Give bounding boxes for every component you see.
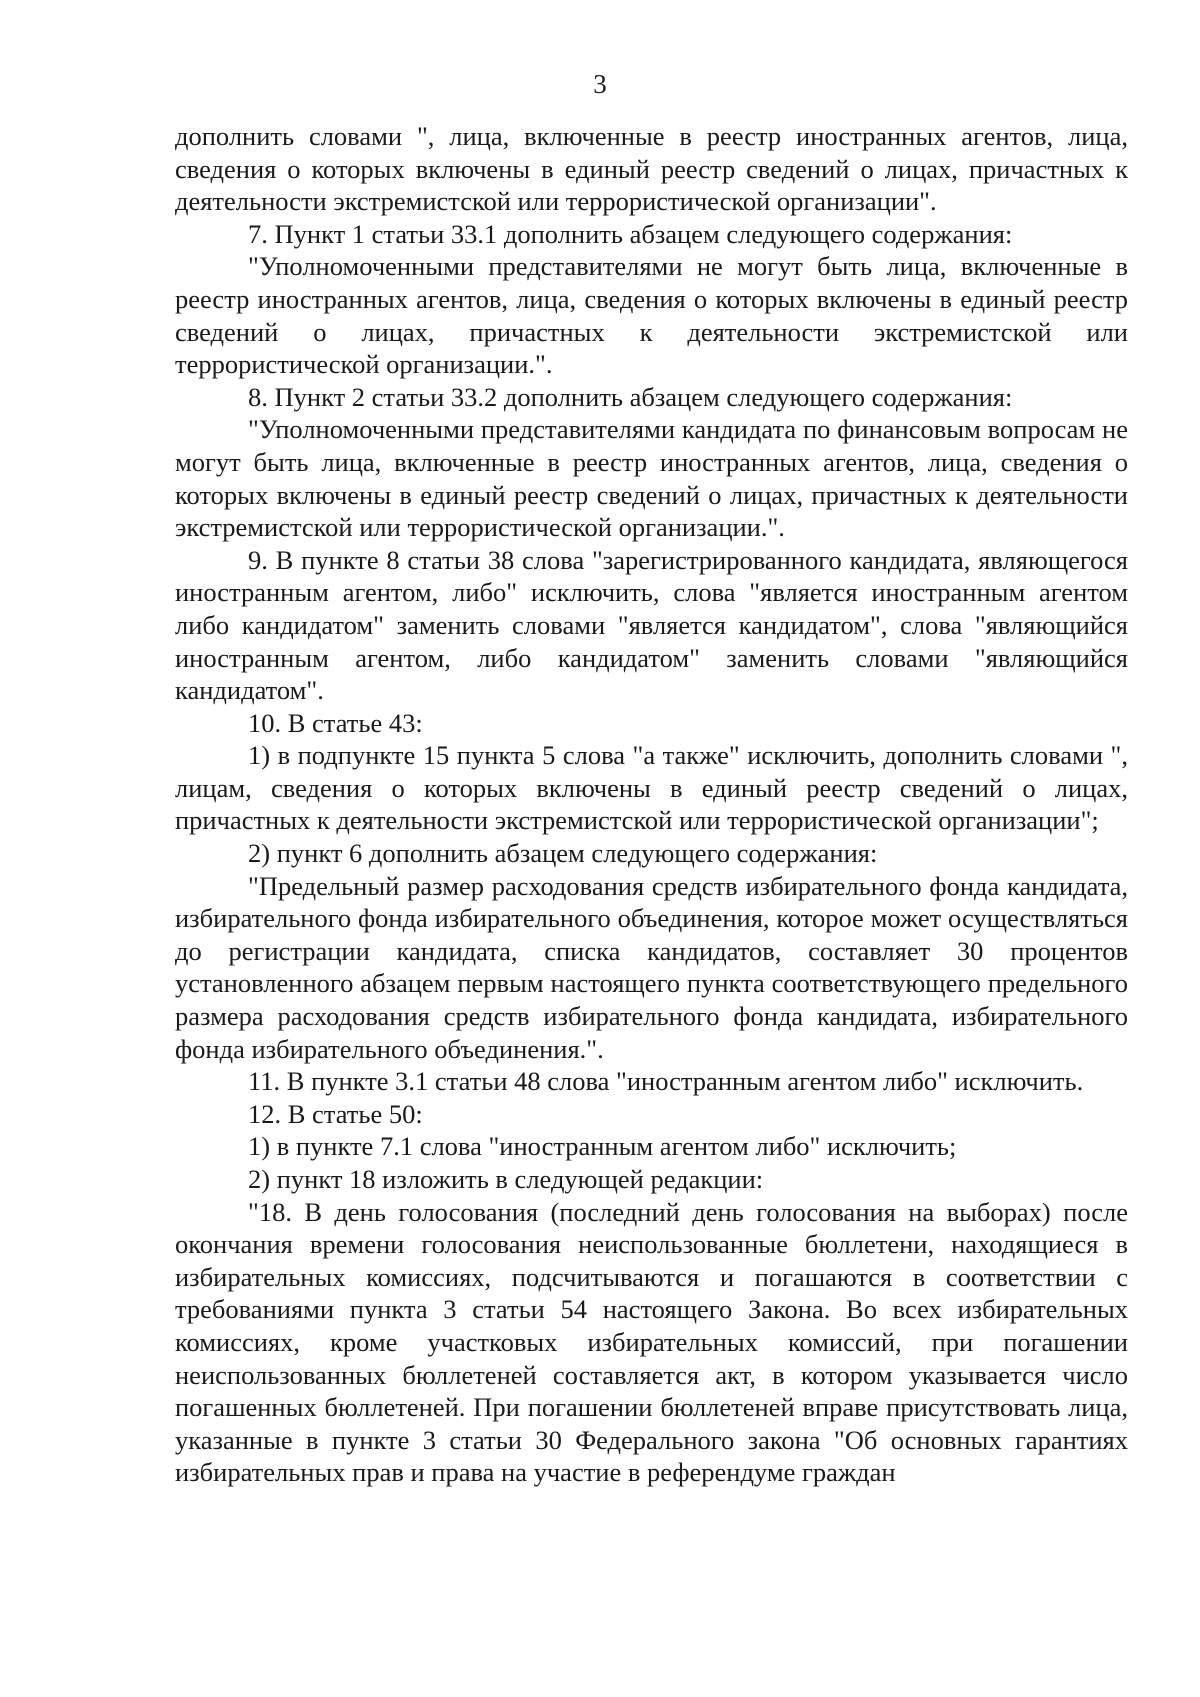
paragraph: 1) в пункте 7.1 слова "иностранным агентом либо" исключить; (248, 1131, 957, 1162)
paragraph: 7. Пункт 1 статьи 33.1 дополнить абзацем следующего содержания: (248, 218, 1013, 249)
paragraph: 2) пункт 18 изложить в следующей редакции: (248, 1164, 764, 1194)
paragraph: 10. В статье 43: (248, 707, 423, 738)
paragraph: 2) пункт 6 дополнить абзацем следующего содержания: (248, 838, 878, 869)
paragraph: "Уполномоченными представителями кандидата по финансовым вопросам не могут быть лица, включенные в реестр иностранных агентов, лица, сведения о которых включены в единый реестр сведений о лицах, причастных к деятельности экстремистской или террористической организации.". (175, 414, 1128, 543)
paragraph: "Уполномоченными представителями не могут быть лица, включенные в реестр иностранных агентов, лица, сведения о которых включены в единый реестр сведений о лицах, причастных к деятельности экстремистской или террористической организации.". (175, 251, 1128, 380)
paragraph: 11. В пункте 3.1 статьи 48 слова "иностранным агентом либо" исключить. (248, 1066, 1084, 1097)
page-number: 3 (593, 69, 607, 99)
paragraph: 1) в подпункте 15 пункта 5 слова "а также" исключить, дополнить словами ", лицам, сведения о которых включены в единый реестр сведений о лицах, причастных к деятельности экстремистской или террористической организации"; (175, 740, 1128, 836)
document-body (175, 120, 1128, 1489)
paragraph: дополнить словами ", лица, включенные в реестр иностранных агентов, лица, сведения о которых включены в единый реестр сведений о лицах, причастных к деятельности экстремистской или террористической организации". (175, 121, 1128, 217)
paragraph: "18. В день голосования (последний день голосования на выборах) после окончания времени голосования неиспользованные бюллетени, находящиеся в избирательных комиссиях, подсчитываются и погашаются в соответствии с требованиями пункта 3 статьи 54 настоящего Закона. Во всех избирательных комиссиях, кроме участковых избирательных комиссий, при погашении неиспользованных бюллетеней составляется акт, в котором указывается число погашенных бюллетеней. При погашении бюллетеней вправе присутствовать лица, указанные в пункте 3 статьи 30 Федерального закона "Об основных гарантиях избирательных прав и права на участие в референдуме граждан (175, 1196, 1128, 1488)
paragraph: 12. В статье 50: (248, 1098, 423, 1129)
paragraph: 9. В пункте 8 статьи 38 слова "зарегистрированного кандидата, являющегося иностранным агентом, либо" исключить, слова "является иностранным агентом либо кандидатом" заменить словами "является кандидатом", слова "являющийся иностранным агентом, либо кандидатом" заменить словами "являющийся кандидатом". (175, 544, 1128, 706)
paragraph: "Предельный размер расходования средств избирательного фонда кандидата, избирательного фонда избирательного объединения, которое может осуществляться до регистрации кандидата, списка кандидатов, составляет 30 процентов установленного абзацем первым настоящего пункта соответствующего предельного размера расходования средств избирательного фонда кандидата, избирательного фонда избирательного объединения.". (175, 870, 1128, 1064)
paragraph: 8. Пункт 2 статьи 33.2 дополнить абзацем следующего содержания: (248, 381, 1013, 412)
